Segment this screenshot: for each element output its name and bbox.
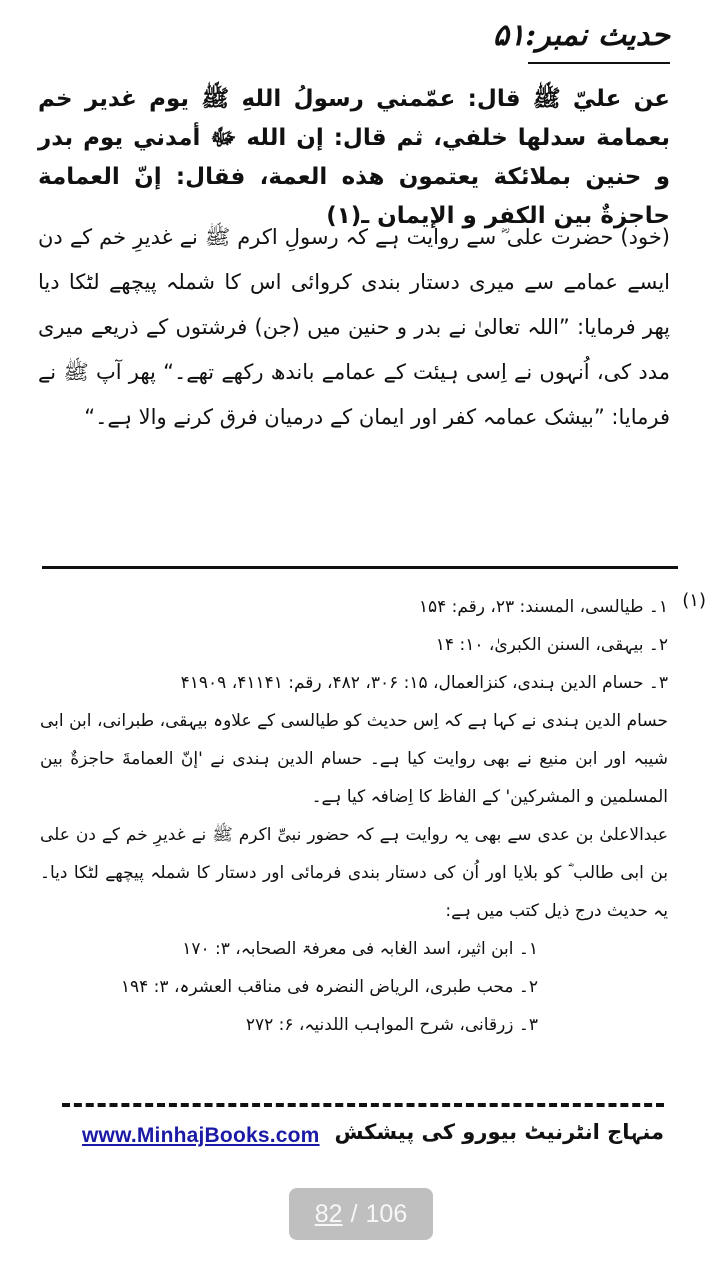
minhajbooks-link[interactable]: www.MinhajBooks.com xyxy=(82,1124,320,1147)
footnote-subref-2: ۲۔ محب طبری، الریاض النضرہ فی مناقب العشرہ، ۳: ۱۹۴ xyxy=(120,977,538,997)
footnote-paragraph-2: عبدالاعلیٰ بن عدی سے بھی یہ روایت ہے کہ حضور نبیِّ اکرم ﷺ نے غدیرِ خم کے دن علی بن ابی طالب ؓ کو بلایا اور اُن کی دستار بندی فرمائی اور دستار کا شملہ پیچھے لٹکا دیا۔ یہ حدیث درج ذیل کتب میں ہے: xyxy=(40,825,668,921)
footnote-subref-1: ۱۔ ابن اثیر، اسد الغابہ فی معرفۃ الصحابہ، ۳: ۱۷۰ xyxy=(182,939,538,959)
page-separator: / xyxy=(350,1199,358,1228)
arabic-paragraph: عن عليّ ﷺ قال: عمّمني رسولُ اللهِ ﷺ يوم غدير خم بعمامة سدلها خلفي، ثم قال: إن الله ﷻ أمدني يوم بدر و حنين بملائكة يعتمون هذه العمة، فقال: إنّ العمامة حاجزةٌ بين الكفر و الإيمان ـ(١) xyxy=(38,86,670,229)
current-page-number[interactable]: 82 xyxy=(314,1199,343,1228)
footnote-subref-3: ۳۔ زرقانی، شرح المواہب اللدنیہ، ۶: ۲۷۲ xyxy=(245,1015,538,1035)
footer-dashed-divider xyxy=(62,1103,664,1107)
urdu-paragraph: (خود) حضرت علی ؓ سے روایت ہے کہ رسولِ اکرم ﷺ نے غدیرِ خم کے دن ایسے عمامے سے میری دستار بندی کروائی اس کا شملہ پیچھے لٹکا دیا پھر فرمایا: ”اللہ تعالیٰ نے بدر و حنین میں (جن) فرشتوں کے ذریعے میری مدد کی، اُنہوں نے اِسی ہیئت کے عمامے باندھ رکھے تھے۔“ پھر آپ ﷺ نے فرمایا: ”بیشک عمامہ کفر اور ایمان کے درمیان فرق کرنے والا ہے۔“ xyxy=(38,225,670,429)
footnote-ref-2: ۲۔ بیہقی، السنن الکبریٰ، ۱۰: ۱۴ xyxy=(435,635,668,655)
urdu-translation xyxy=(38,215,670,440)
footnote-ref-3: ۳۔ حسام الدین ہندی، کنزالعمال، ۱۵: ۳۰۶، ۴۸۲، رقم: ۴۱۱۴۱، ۴۱۹۰۹ xyxy=(180,673,668,693)
footer-credit-text: منہاج انٹرنیٹ بیورو کی پیشکش xyxy=(334,1120,664,1144)
total-pages: 106 xyxy=(365,1199,408,1228)
arabic-hadith-text xyxy=(38,80,670,236)
footnote-paragraph-1: حسام الدین ہندی نے کہا ہے کہ اِس حدیث کو طیالسی کے علاوہ بیہقی، طبرانی، ابن ابی شیبہ اور ابن منیع نے بھی روایت کیا ہے۔ حسام الدین ہندی نے 'إنّ العمامةَ حاجزةٌ بين المسلمين و المشركين' کے الفاظ کا اِضافہ کیا ہے۔ xyxy=(40,711,668,807)
footnote-marker: (۱) xyxy=(682,590,706,611)
footnote-ref-1: ۱۔ طیالسی، المسند: ۲۳، رقم: ۱۵۴ xyxy=(418,597,668,617)
footnote-divider xyxy=(42,566,678,569)
heading-underline xyxy=(528,62,670,64)
hadith-number-heading: حدیث نمبر:۵۱ xyxy=(492,18,670,53)
page-indicator[interactable] xyxy=(289,1188,433,1240)
footnotes-section xyxy=(40,588,706,1044)
